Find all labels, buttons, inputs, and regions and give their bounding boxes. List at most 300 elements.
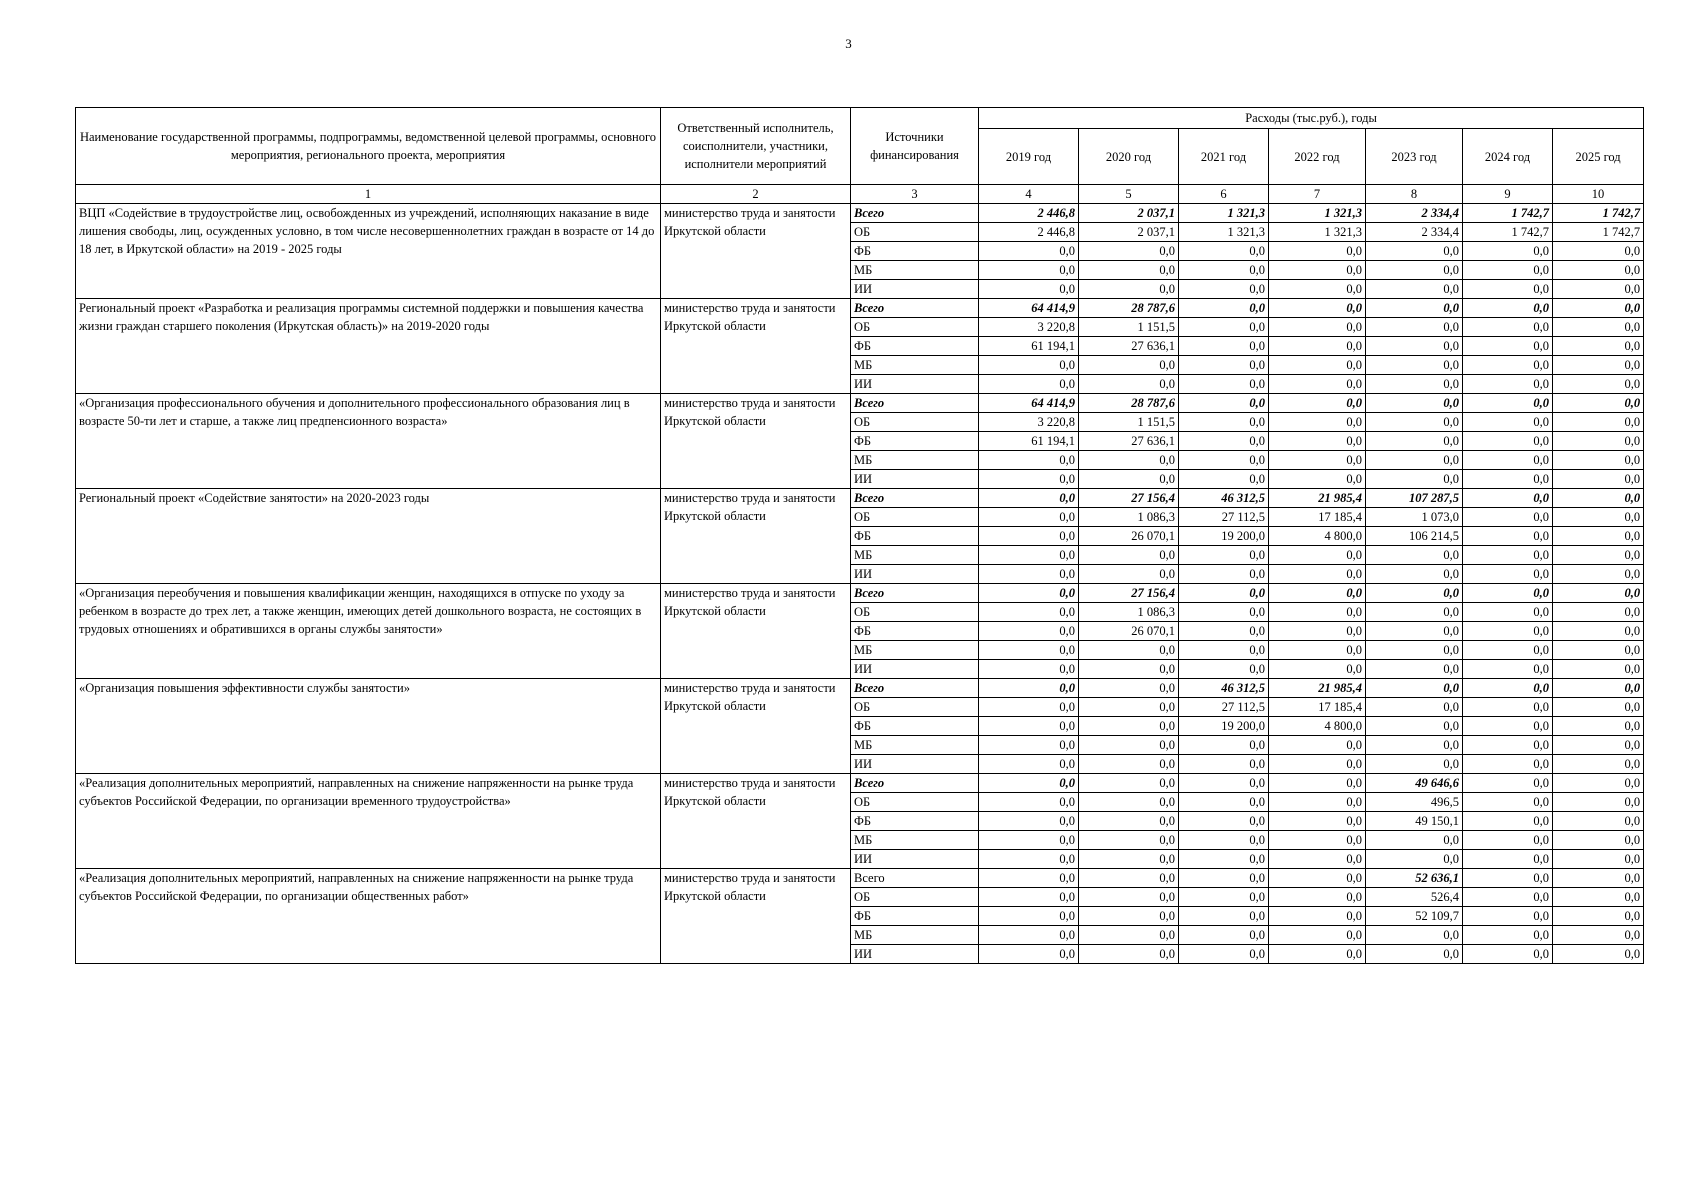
expense-value: 0,0 [979,451,1079,470]
expense-value: 0,0 [1553,451,1644,470]
expense-value: 0,0 [1179,565,1269,584]
executor: министерство труда и занятости Иркутской области [661,584,851,679]
expense-value: 0,0 [1079,907,1179,926]
expense-value: 0,0 [1269,641,1366,660]
expense-value: 0,0 [1463,356,1553,375]
expense-value: 0,0 [1463,546,1553,565]
expense-value: 4 800,0 [1269,717,1366,736]
funding-source: ИИ [851,565,979,584]
expense-value: 0,0 [1179,641,1269,660]
expense-value: 0,0 [1179,394,1269,413]
expense-value: 0,0 [979,831,1079,850]
funding-source: ФБ [851,717,979,736]
expense-value: 0,0 [979,755,1079,774]
expense-value: 0,0 [1269,470,1366,489]
funding-source: ФБ [851,242,979,261]
measure-name: «Организация профессионального обучения и дополнительного профессионального образования лиц в возрасте 50-ти лет и старше, а также лиц предпенсионного возраста» [76,394,661,489]
table-row [76,394,1644,413]
expense-value: 0,0 [1179,318,1269,337]
expense-value: 0,0 [1553,356,1644,375]
expense-value: 0,0 [979,774,1079,793]
expense-value: 3 220,8 [979,318,1079,337]
expense-value: 0,0 [1079,831,1179,850]
expense-value: 0,0 [1553,698,1644,717]
executor: министерство труда и занятости Иркутской области [661,394,851,489]
expense-value: 27 156,4 [1079,489,1179,508]
expense-value: 1 742,7 [1463,204,1553,223]
expense-value: 0,0 [1463,926,1553,945]
expense-value: 0,0 [1179,736,1269,755]
expense-value: 0,0 [1366,926,1463,945]
table-row [76,584,1644,603]
funding-source: ФБ [851,527,979,546]
expense-value: 28 787,6 [1079,299,1179,318]
expense-value: 61 194,1 [979,432,1079,451]
expense-value: 0,0 [1179,584,1269,603]
expense-value: 0,0 [1179,337,1269,356]
expense-value: 0,0 [1269,413,1366,432]
expense-value: 0,0 [1553,508,1644,527]
expense-value: 0,0 [1269,451,1366,470]
expense-value: 0,0 [1269,831,1366,850]
expense-value: 0,0 [1366,318,1463,337]
header-year: 2022 год [1269,129,1366,185]
expense-value: 0,0 [1079,945,1179,964]
expense-value: 2 037,1 [1079,204,1179,223]
expense-value: 0,0 [1179,774,1269,793]
expense-value: 526,4 [1366,888,1463,907]
expense-value: 0,0 [1553,926,1644,945]
funding-source: ИИ [851,945,979,964]
expense-value: 0,0 [1553,660,1644,679]
expense-value: 46 312,5 [1179,679,1269,698]
funding-source: ФБ [851,432,979,451]
expense-value: 0,0 [1366,698,1463,717]
expense-value: 0,0 [1269,565,1366,584]
measure-name: «Реализация дополнительных мероприятий, направленных на снижение напряженности на рынке труда субъектов Российской Федерации, по организации общественных работ» [76,869,661,964]
header-year: 2021 год [1179,129,1269,185]
column-number: 6 [1179,185,1269,204]
funding-source: Всего [851,584,979,603]
expense-value: 0,0 [1079,888,1179,907]
expense-value: 0,0 [1079,356,1179,375]
expense-value: 0,0 [1463,660,1553,679]
expense-value: 0,0 [1269,622,1366,641]
expense-value: 0,0 [1366,717,1463,736]
expense-value: 0,0 [1463,888,1553,907]
expense-value: 0,0 [979,261,1079,280]
expense-value: 0,0 [979,717,1079,736]
column-number: 8 [1366,185,1463,204]
expense-value: 0,0 [1079,660,1179,679]
header-year: 2020 год [1079,129,1179,185]
measure-name: ВЦП «Содействие в трудоустройстве лиц, освобожденных из учреждений, исполняющих наказание в виде лишения свободы, лиц, осужденных условно, в том числе несовершеннолетних граждан в возрасте от 14 до 18 лет, в Иркутской области» на 2019 - 2025 годы [76,204,661,299]
expense-value: 0,0 [1079,698,1179,717]
expense-value: 0,0 [1463,375,1553,394]
expense-value: 0,0 [1269,242,1366,261]
expense-value: 0,0 [979,850,1079,869]
expense-value: 0,0 [979,470,1079,489]
expense-value: 0,0 [1463,736,1553,755]
expense-value: 0,0 [1366,679,1463,698]
header-name: Наименование государственной программы, подпрограммы, ведомственной целевой программы, основного мероприятия, регионального проекта, мероприятия [76,108,661,185]
expense-value: 0,0 [1553,641,1644,660]
expense-value: 0,0 [1553,831,1644,850]
expense-value: 0,0 [1366,736,1463,755]
expense-value: 0,0 [1553,394,1644,413]
expense-value: 0,0 [1269,337,1366,356]
expense-value: 0,0 [1269,584,1366,603]
expense-value: 0,0 [1463,698,1553,717]
expense-value: 1 321,3 [1269,223,1366,242]
expense-value: 0,0 [1179,261,1269,280]
expense-value: 0,0 [979,527,1079,546]
expense-value: 0,0 [1553,774,1644,793]
expense-value: 0,0 [1366,337,1463,356]
funding-source: ФБ [851,907,979,926]
expense-value: 0,0 [1269,546,1366,565]
expense-value: 0,0 [1463,565,1553,584]
expense-value: 0,0 [979,584,1079,603]
expense-value: 0,0 [1366,413,1463,432]
expense-value: 0,0 [1269,318,1366,337]
expense-value: 0,0 [1269,888,1366,907]
expense-value: 0,0 [1366,850,1463,869]
expense-value: 0,0 [1079,546,1179,565]
expense-value: 0,0 [1463,641,1553,660]
funding-source: ОБ [851,223,979,242]
expense-value: 0,0 [979,489,1079,508]
expense-value: 0,0 [1179,280,1269,299]
table-body [76,204,1644,964]
expense-value: 0,0 [1463,717,1553,736]
expense-value: 0,0 [1179,812,1269,831]
column-number: 7 [1269,185,1366,204]
expense-value: 52 636,1 [1366,869,1463,888]
funding-source: ОБ [851,698,979,717]
expense-value: 0,0 [1269,812,1366,831]
expense-value: 0,0 [1079,451,1179,470]
page-number: 3 [845,36,852,51]
expense-value: 0,0 [1179,299,1269,318]
expense-value: 4 800,0 [1269,527,1366,546]
expense-value: 0,0 [1553,337,1644,356]
expense-value: 0,0 [1463,774,1553,793]
expense-value: 0,0 [1179,413,1269,432]
expense-value: 0,0 [1553,584,1644,603]
expense-value: 0,0 [1553,907,1644,926]
expense-value: 0,0 [1269,603,1366,622]
expense-value: 0,0 [1269,660,1366,679]
expense-value: 0,0 [1179,546,1269,565]
expense-value: 46 312,5 [1179,489,1269,508]
funding-source: ФБ [851,622,979,641]
funding-source: ОБ [851,603,979,622]
expense-value: 0,0 [979,242,1079,261]
expense-value: 0,0 [1366,432,1463,451]
expense-value: 0,0 [1269,261,1366,280]
expense-value: 1 086,3 [1079,603,1179,622]
executor: министерство труда и занятости Иркутской области [661,489,851,584]
expense-value: 0,0 [1179,945,1269,964]
expense-value: 0,0 [1079,869,1179,888]
expense-value: 0,0 [979,660,1079,679]
expense-value: 0,0 [1269,356,1366,375]
expense-value: 0,0 [1179,831,1269,850]
expense-value: 0,0 [1553,755,1644,774]
expense-value: 0,0 [1079,926,1179,945]
expense-value: 0,0 [1269,432,1366,451]
header-expenses: Расходы (тыс.руб.), годы [979,108,1644,129]
expense-value: 27 636,1 [1079,432,1179,451]
expense-value: 0,0 [1463,432,1553,451]
expense-value: 0,0 [979,793,1079,812]
expense-value: 21 985,4 [1269,489,1366,508]
expense-value: 0,0 [1553,489,1644,508]
expense-value: 0,0 [1463,489,1553,508]
table-row [76,679,1644,698]
expense-value: 0,0 [1463,413,1553,432]
expense-value: 0,0 [1463,337,1553,356]
header-year: 2024 год [1463,129,1553,185]
expense-value: 0,0 [979,641,1079,660]
column-number: 3 [851,185,979,204]
funding-source: Всего [851,204,979,223]
expense-value: 0,0 [1463,318,1553,337]
executor: министерство труда и занятости Иркутской области [661,774,851,869]
expense-value: 0,0 [1553,299,1644,318]
funding-source: ИИ [851,850,979,869]
expense-value: 0,0 [1079,850,1179,869]
expense-value: 0,0 [1553,375,1644,394]
expense-value: 1 742,7 [1553,223,1644,242]
expense-value: 0,0 [1079,375,1179,394]
expense-value: 0,0 [1553,565,1644,584]
expense-value: 0,0 [979,508,1079,527]
expense-value: 0,0 [1179,660,1269,679]
funding-source: МБ [851,736,979,755]
expense-value: 0,0 [1366,831,1463,850]
column-number: 10 [1553,185,1644,204]
funding-source: ОБ [851,508,979,527]
expense-value: 0,0 [1366,242,1463,261]
expense-value: 0,0 [1463,679,1553,698]
expense-value: 0,0 [1079,774,1179,793]
expense-value: 0,0 [1269,394,1366,413]
funding-source: ОБ [851,413,979,432]
expense-value: 0,0 [1269,793,1366,812]
expense-value: 0,0 [1553,546,1644,565]
expense-value: 1 321,3 [1179,204,1269,223]
expense-value: 0,0 [979,603,1079,622]
expense-value: 0,0 [1366,394,1463,413]
expense-value: 0,0 [979,888,1079,907]
expense-value: 0,0 [1079,261,1179,280]
expense-value: 0,0 [1366,356,1463,375]
expense-value: 17 185,4 [1269,698,1366,717]
measure-name: «Организация переобучения и повышения квалификации женщин, находящихся в отпуске по уходу за ребенком в возрасте до трех лет, а также женщин, имеющих детей дошкольного возраста, не состоящих в трудовых отношениях и обратившихся в органы службы занятости» [76,584,661,679]
executor: министерство труда и занятости Иркутской области [661,869,851,964]
expense-value: 1 742,7 [1553,204,1644,223]
expense-value: 0,0 [1179,375,1269,394]
funding-source: МБ [851,546,979,565]
expense-value: 0,0 [1179,356,1269,375]
expense-value: 26 070,1 [1079,622,1179,641]
expense-value: 0,0 [1553,869,1644,888]
expense-value: 3 220,8 [979,413,1079,432]
expense-value: 0,0 [1463,280,1553,299]
expense-value: 0,0 [1553,888,1644,907]
expense-value: 64 414,9 [979,299,1079,318]
expense-value: 0,0 [1079,641,1179,660]
expense-value: 0,0 [1079,755,1179,774]
expense-value: 0,0 [979,622,1079,641]
expense-value: 0,0 [1463,812,1553,831]
expense-value: 49 150,1 [1366,812,1463,831]
expense-value: 0,0 [1366,945,1463,964]
funding-source: МБ [851,641,979,660]
expense-value: 0,0 [1179,907,1269,926]
funding-source: ОБ [851,793,979,812]
expense-value: 0,0 [1553,622,1644,641]
expense-value: 19 200,0 [1179,717,1269,736]
expense-value: 0,0 [1366,660,1463,679]
expense-value: 106 214,5 [1366,527,1463,546]
expense-value: 1 321,3 [1179,223,1269,242]
expense-value: 0,0 [1463,945,1553,964]
expense-value: 2 334,4 [1366,204,1463,223]
funding-source: Всего [851,299,979,318]
funding-source: ИИ [851,280,979,299]
expense-value: 0,0 [1079,242,1179,261]
funding-source: МБ [851,926,979,945]
funding-source: ИИ [851,470,979,489]
executor: министерство труда и занятости Иркутской области [661,679,851,774]
expense-value: 0,0 [1269,850,1366,869]
expense-value: 2 446,8 [979,223,1079,242]
expense-value: 0,0 [1463,394,1553,413]
executor: министерство труда и занятости Иркутской области [661,299,851,394]
table-row [76,489,1644,508]
header-year: 2023 год [1366,129,1463,185]
column-number: 1 [76,185,661,204]
expense-value: 26 070,1 [1079,527,1179,546]
expense-value: 21 985,4 [1269,679,1366,698]
expense-value: 0,0 [1079,470,1179,489]
expense-value: 0,0 [1366,451,1463,470]
expense-value: 0,0 [1463,755,1553,774]
expense-value: 0,0 [1463,850,1553,869]
table-row [76,774,1644,793]
funding-source: Всего [851,774,979,793]
expense-value: 0,0 [1269,280,1366,299]
measure-name: «Реализация дополнительных мероприятий, направленных на снижение напряженности на рынке труда субъектов Российской Федерации, по организации временного трудоустройства» [76,774,661,869]
funding-source: ИИ [851,660,979,679]
expense-value: 0,0 [1553,717,1644,736]
expense-value: 0,0 [1553,242,1644,261]
expense-value: 0,0 [1463,622,1553,641]
expense-value: 0,0 [1553,603,1644,622]
expense-value: 0,0 [979,356,1079,375]
expense-value: 0,0 [1366,641,1463,660]
expense-value: 0,0 [979,945,1079,964]
expense-value: 0,0 [1553,413,1644,432]
funding-source: Всего [851,679,979,698]
expense-value: 49 646,6 [1366,774,1463,793]
expense-value: 0,0 [1553,812,1644,831]
expense-value: 1 151,5 [1079,413,1179,432]
expense-value: 0,0 [1179,432,1269,451]
expense-value: 0,0 [1553,432,1644,451]
expense-value: 0,0 [1179,888,1269,907]
expense-value: 0,0 [1463,470,1553,489]
expense-value: 0,0 [1553,261,1644,280]
expense-value: 0,0 [1463,907,1553,926]
expense-value: 0,0 [1269,755,1366,774]
expense-value: 0,0 [1079,812,1179,831]
expense-value: 0,0 [1366,603,1463,622]
funding-source: ИИ [851,755,979,774]
expense-value: 19 200,0 [1179,527,1269,546]
table-row [76,204,1644,223]
expense-value: 0,0 [979,679,1079,698]
expense-value: 0,0 [1463,831,1553,850]
expense-value: 1 742,7 [1463,223,1553,242]
expense-value: 0,0 [1463,508,1553,527]
header-executor: Ответственный исполнитель, соисполнители, участники, исполнители мероприятий [661,108,851,185]
expense-value: 0,0 [1463,261,1553,280]
expense-value: 0,0 [1269,907,1366,926]
expense-value: 27 636,1 [1079,337,1179,356]
measure-name: Региональный проект «Содействие занятости» на 2020-2023 годы [76,489,661,584]
expense-value: 0,0 [1553,679,1644,698]
expense-value: 1 321,3 [1269,204,1366,223]
column-number: 9 [1463,185,1553,204]
expense-value: 0,0 [1269,869,1366,888]
header-sources: Источники финансирования [851,108,979,185]
expense-value: 0,0 [1366,584,1463,603]
expense-value: 0,0 [1179,793,1269,812]
expense-value: 0,0 [1269,945,1366,964]
expense-value: 2 037,1 [1079,223,1179,242]
expense-value: 0,0 [1366,261,1463,280]
funding-source: МБ [851,831,979,850]
funding-source: ИИ [851,375,979,394]
expense-value: 0,0 [979,869,1079,888]
funding-source: ФБ [851,337,979,356]
expense-value: 0,0 [1463,793,1553,812]
expense-value: 0,0 [979,736,1079,755]
expense-value: 1 086,3 [1079,508,1179,527]
expense-value: 0,0 [1366,755,1463,774]
expense-value: 496,5 [1366,793,1463,812]
expense-value: 0,0 [979,375,1079,394]
expense-value: 107 287,5 [1366,489,1463,508]
expense-value: 0,0 [1463,299,1553,318]
expense-value: 0,0 [979,546,1079,565]
expense-value: 0,0 [1179,470,1269,489]
expense-value: 0,0 [1366,622,1463,641]
expense-value: 0,0 [979,280,1079,299]
expense-value: 0,0 [1366,565,1463,584]
expense-value: 0,0 [979,926,1079,945]
expenses-table [75,107,1644,964]
column-number: 4 [979,185,1079,204]
expense-value: 1 151,5 [1079,318,1179,337]
expense-value: 0,0 [979,698,1079,717]
header-year: 2019 год [979,129,1079,185]
expense-value: 0,0 [1463,603,1553,622]
